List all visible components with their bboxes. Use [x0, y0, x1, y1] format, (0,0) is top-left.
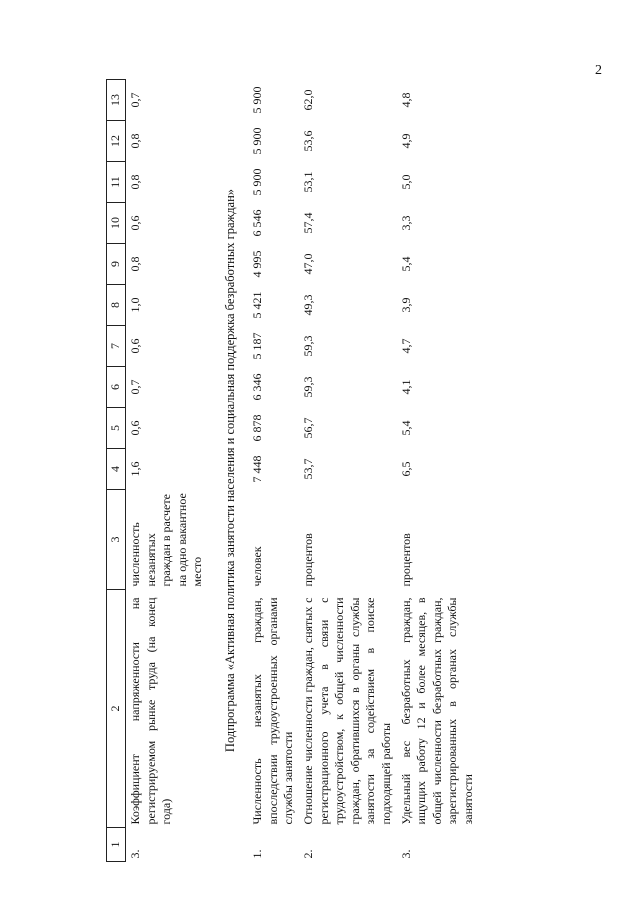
indicators-table [106, 79, 479, 862]
value-cell: 5,4 [398, 256, 413, 272]
col-header: 6 [107, 367, 126, 408]
page-number: 2 [595, 63, 602, 78]
col-header: 4 [107, 449, 126, 490]
value-cell: 59,3 [301, 335, 315, 357]
value-cell: 0,7 [128, 92, 142, 108]
value-cell: 4,1 [398, 379, 413, 395]
unit: численность незанятых граждан в расчете на одно вакантное место [128, 493, 205, 587]
indicator-name: Численность незанятых граждан, впоследствии трудоустроенных органами службы занятости [250, 597, 296, 825]
table-row [248, 80, 299, 862]
col-header: 9 [107, 244, 126, 285]
col-header: 11 [107, 162, 126, 203]
value-cell: 4 995 [250, 250, 265, 278]
value-cell: 56,7 [301, 417, 315, 439]
value-cell: 0,8 [128, 133, 142, 149]
value-cell: 6,5 [398, 461, 413, 477]
col-header: 2 [107, 590, 126, 828]
value-cell: 5 421 [250, 291, 265, 319]
col-header: 5 [107, 408, 126, 449]
value-cell: 53,7 [301, 458, 315, 480]
value-cell: 3,9 [398, 297, 413, 313]
value-cell: 1,0 [128, 297, 142, 313]
value-cell: 5 900 [250, 168, 265, 196]
value-cell: 0,6 [128, 338, 142, 354]
value-cell: 4,8 [398, 92, 413, 108]
value-cell: 4,9 [398, 133, 413, 149]
col-header: 13 [107, 80, 126, 121]
col-header: 12 [107, 121, 126, 162]
unit: человек [250, 546, 265, 587]
value-cell: 53,6 [301, 130, 315, 152]
row-number: 3. [128, 849, 142, 859]
col-header: 10 [107, 203, 126, 244]
rotated-table-container [106, 80, 526, 862]
value-cell: 57,4 [301, 212, 315, 234]
value-cell: 5,0 [398, 174, 413, 190]
col-header: 7 [107, 326, 126, 367]
value-cell: 7 448 [250, 455, 265, 483]
indicator-name: Отношение численности граждан, снятых с регистрационного учета в связи с трудоустройством, к общей численности граждан, обратившихся в органы службы занятости за содействием в поиске подходящей работы [301, 597, 393, 825]
value-cell: 0,6 [128, 215, 142, 231]
value-cell: 5 900 [250, 127, 265, 155]
unit: процентов [398, 533, 413, 587]
value-cell: 5,4 [398, 420, 413, 436]
value-cell: 6 546 [250, 209, 265, 237]
subprogram-heading-row [208, 80, 248, 862]
value-cell: 6 878 [250, 414, 265, 442]
value-cell: 53,1 [301, 171, 315, 193]
row-number: 2. [301, 849, 315, 859]
table-row [126, 80, 208, 862]
value-cell: 0,6 [128, 420, 142, 436]
col-header: 1 [107, 828, 126, 862]
value-cell: 0,8 [128, 256, 142, 272]
col-header: 8 [107, 285, 126, 326]
subprogram-title: Подпрограмма «Активная политика занятости населения и социальная поддержка безработных граждан» [222, 188, 237, 753]
value-cell: 47,0 [301, 253, 315, 275]
column-numbers-row [107, 80, 126, 862]
value-cell: 49,3 [301, 294, 315, 316]
table-row [397, 80, 479, 862]
col-header: 3 [107, 490, 126, 590]
table-row [299, 80, 397, 862]
value-cell: 59,3 [301, 376, 315, 398]
value-cell: 6 346 [250, 373, 265, 401]
value-cell: 5 187 [250, 332, 265, 360]
value-cell: 5 900 [250, 86, 265, 114]
indicator-name: Удельный вес безработных граждан, ищущих работу 12 и более месяцев, в общей численности безработных граждан, зарегистрированных в органах службы занятости [398, 597, 475, 825]
unit: процентов [301, 533, 315, 587]
value-cell: 0,7 [128, 379, 142, 395]
value-cell: 1,6 [128, 461, 142, 477]
indicator-name: Коэффициент напряженности на регистрируемом рынке труда (на конец года) [128, 597, 174, 825]
row-number: 3. [398, 849, 413, 859]
value-cell: 62,0 [301, 89, 315, 111]
row-number: 1. [250, 849, 265, 859]
value-cell: 0,8 [128, 174, 142, 190]
value-cell: 3,3 [398, 215, 413, 231]
value-cell: 4,7 [398, 338, 413, 354]
